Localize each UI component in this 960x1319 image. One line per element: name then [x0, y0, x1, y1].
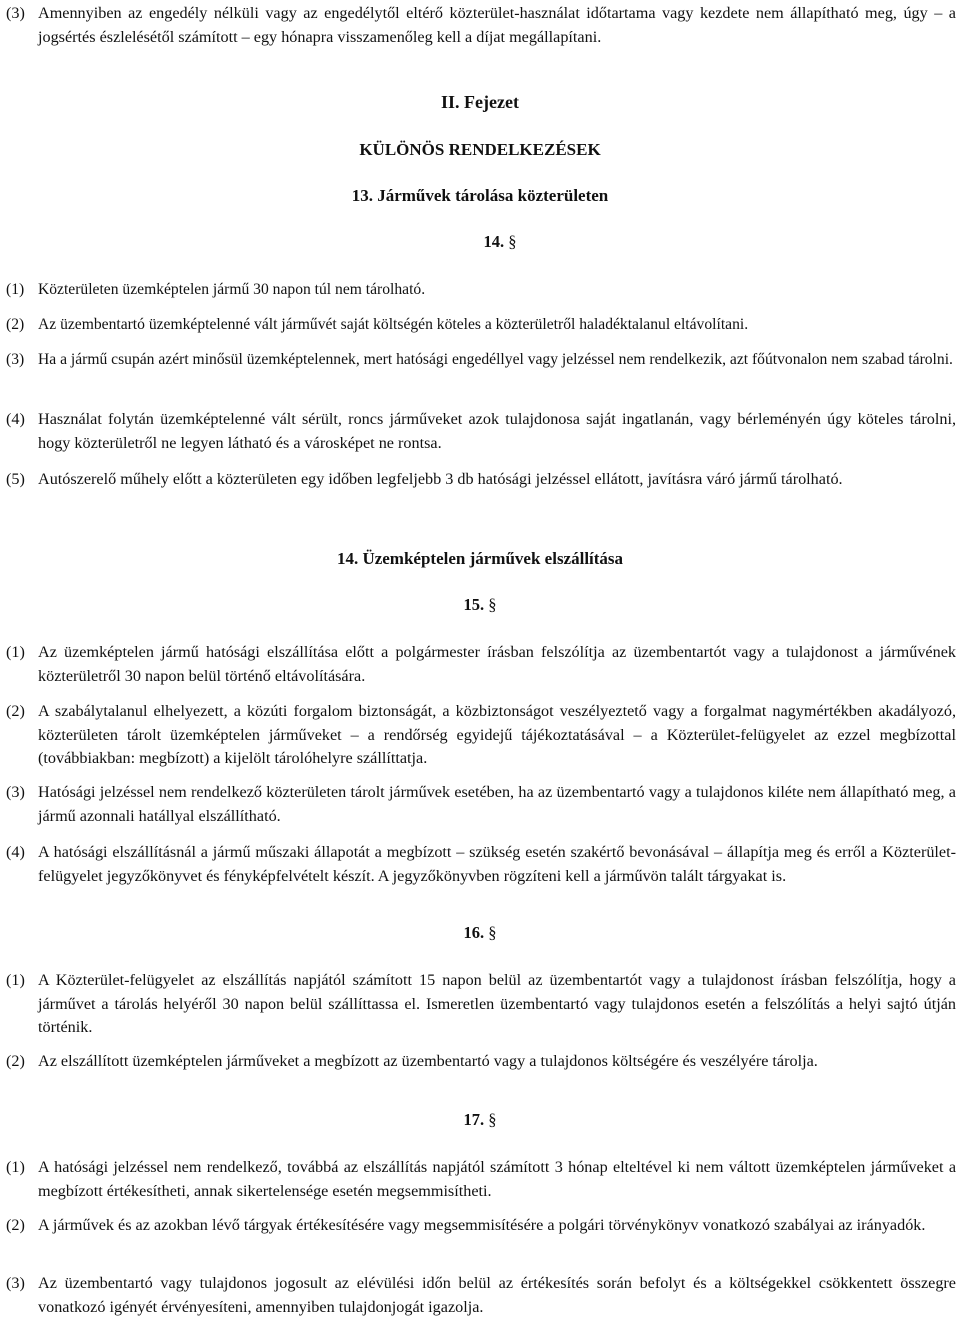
paragraph-15-4: (4) A hatósági elszállításnál a jármű műszaki állapotát a megbízott – szükség esetén szakértő bevonásával – állapítja meg és erről a Közterület-felügyelet jegyzőkönyvet és fényképfelvételt készít. A jegyzőkönyvben rögzíteni kell a járművön talált tárgyakat is. — [6, 843, 956, 885]
paragraph-14-5: (5) Autószerelő műhely előtt a közterületen egy időben legfeljebb 3 db hatósági jelzéssel ellátott, javításra váró jármű tárolható. — [6, 470, 843, 488]
section-14-title: 14. Üzemképtelen járművek elszállítása — [336, 549, 624, 568]
paragraph-14-4: (4) Használat folytán üzemképtelenné vált sérült, roncs járműveket azok tulajdonosa saját ingatlanán, vagy bérleményén úgy köteles tárolni, hogy közterületről ne legyen látható és a városképet ne rontsa. — [6, 410, 956, 452]
special-provisions-heading: KÜLÖNÖS RENDELKEZÉSEK — [359, 140, 601, 159]
paragraph-17-3: (3) Az üzembentartó vagy tulajdonos jogosult az elévülési időn belül az értékesítés során befolyt és a költségekkel csökkentett összegre vonatkozó igényét érvényesíteni, amennyiben tulajdonjogát igazolja. — [6, 1274, 956, 1316]
paragraph-17-mark: 17. § — [463, 1110, 497, 1129]
paragraph-17-2: (2) A járművek és az azokban lévő tárgyak értékesítésére vagy megsemmisítésére a polgári törvénykönyv vonatkozó szabályai az irányadók. — [6, 1216, 926, 1234]
section-13-title: 13. Járművek tárolása közterületen — [351, 186, 609, 205]
paragraph-15-mark: 15. § — [463, 595, 497, 614]
paragraph-14-mark: 14. § — [483, 232, 517, 251]
paragraph-15-1: (1) Az üzemképtelen jármű hatósági elszállítása előtt a polgármester írásban felszólítja az üzembentartót vagy a tulajdonost a járművének közterületről 30 napon belül történő eltávolítására. — [6, 643, 956, 685]
chapter-heading: II. Fejezet — [441, 92, 519, 112]
paragraph-number: (3) — [6, 4, 25, 22]
paragraph-3-fee — [6, 2, 956, 49]
paragraph-14-1: (1) Közterületen üzemképtelen jármű 30 napon túl nem tárolható. — [6, 281, 426, 298]
paragraph-14-2: (2) Az üzembentartó üzemképtelenné vált járművét saját költségén köteles a közterületről haladéktalanul eltávolítani. — [6, 316, 749, 333]
paragraph-15-3: (3) Hatósági jelzéssel nem rendelkező közterületen tárolt járművek esetében, ha az üzembentartó vagy a tulajdonos kiléte nem állapítható meg, a jármű azonnali hatállyal elszállítható. — [6, 783, 956, 825]
paragraph-16-2: (2) Az elszállított üzemképtelen járműveket a megbízott az üzembentartó vagy a tulajdonos költségére és veszélyére tárolja. — [6, 1052, 818, 1070]
paragraph-15-2: (2) A szabálytalanul elhelyezett, a közúti forgalom biztonságát, a közbiztonságot veszélyeztető vagy a forgalmat nagymértékben akadályozó, közterületen tárolt üzemképtelen járműveket – a rendőrség egyidejű tájékoztatásával – a Közterület-felügyelet az ezzel megbízottal (továbbiakban: megbízott) a kijelölt tárolóhelyre szállíttatja. — [6, 702, 956, 767]
paragraph-16-1: (1) A Közterület-felügyelet az elszállítás napjától számított 15 napon belül az üzembentartót vagy a tulajdonost írásban felszólítja, hogy a járművet a tárolás helyéről 30 napon belül szállíttassa el. Ismeretlen üzembentartó vagy tulajdonos esetén a felszólítás a helyi sajtó útján történik. — [6, 971, 956, 1036]
paragraph-17-1: (1) A hatósági jelzéssel nem rendelkező, továbbá az elszállítás napjától számított 3 hónap elteltével ki nem váltott üzemképtelen járműveket a megbízott értékesítheti, annak sikertelensége esetén megsemmisítheti. — [6, 1158, 956, 1200]
paragraph-16-mark: 16. § — [463, 923, 497, 942]
paragraph-14-3: (3) Ha a jármű csupán azért minősül üzemképtelennek, mert hatósági engedéllyel vagy jelzéssel nem rendelkezik, azt főútvonalon nem szabad tárolni. — [6, 351, 953, 368]
paragraph-text: Amennyiben az engedély nélküli vagy az engedélytől eltérő közterület-használat időtartama vagy kezdete nem állapítható meg, úgy – a jogsértés észlelésétől számított – egy hónapra visszamenőleg kell a díjat megállapítani. — [38, 4, 956, 46]
